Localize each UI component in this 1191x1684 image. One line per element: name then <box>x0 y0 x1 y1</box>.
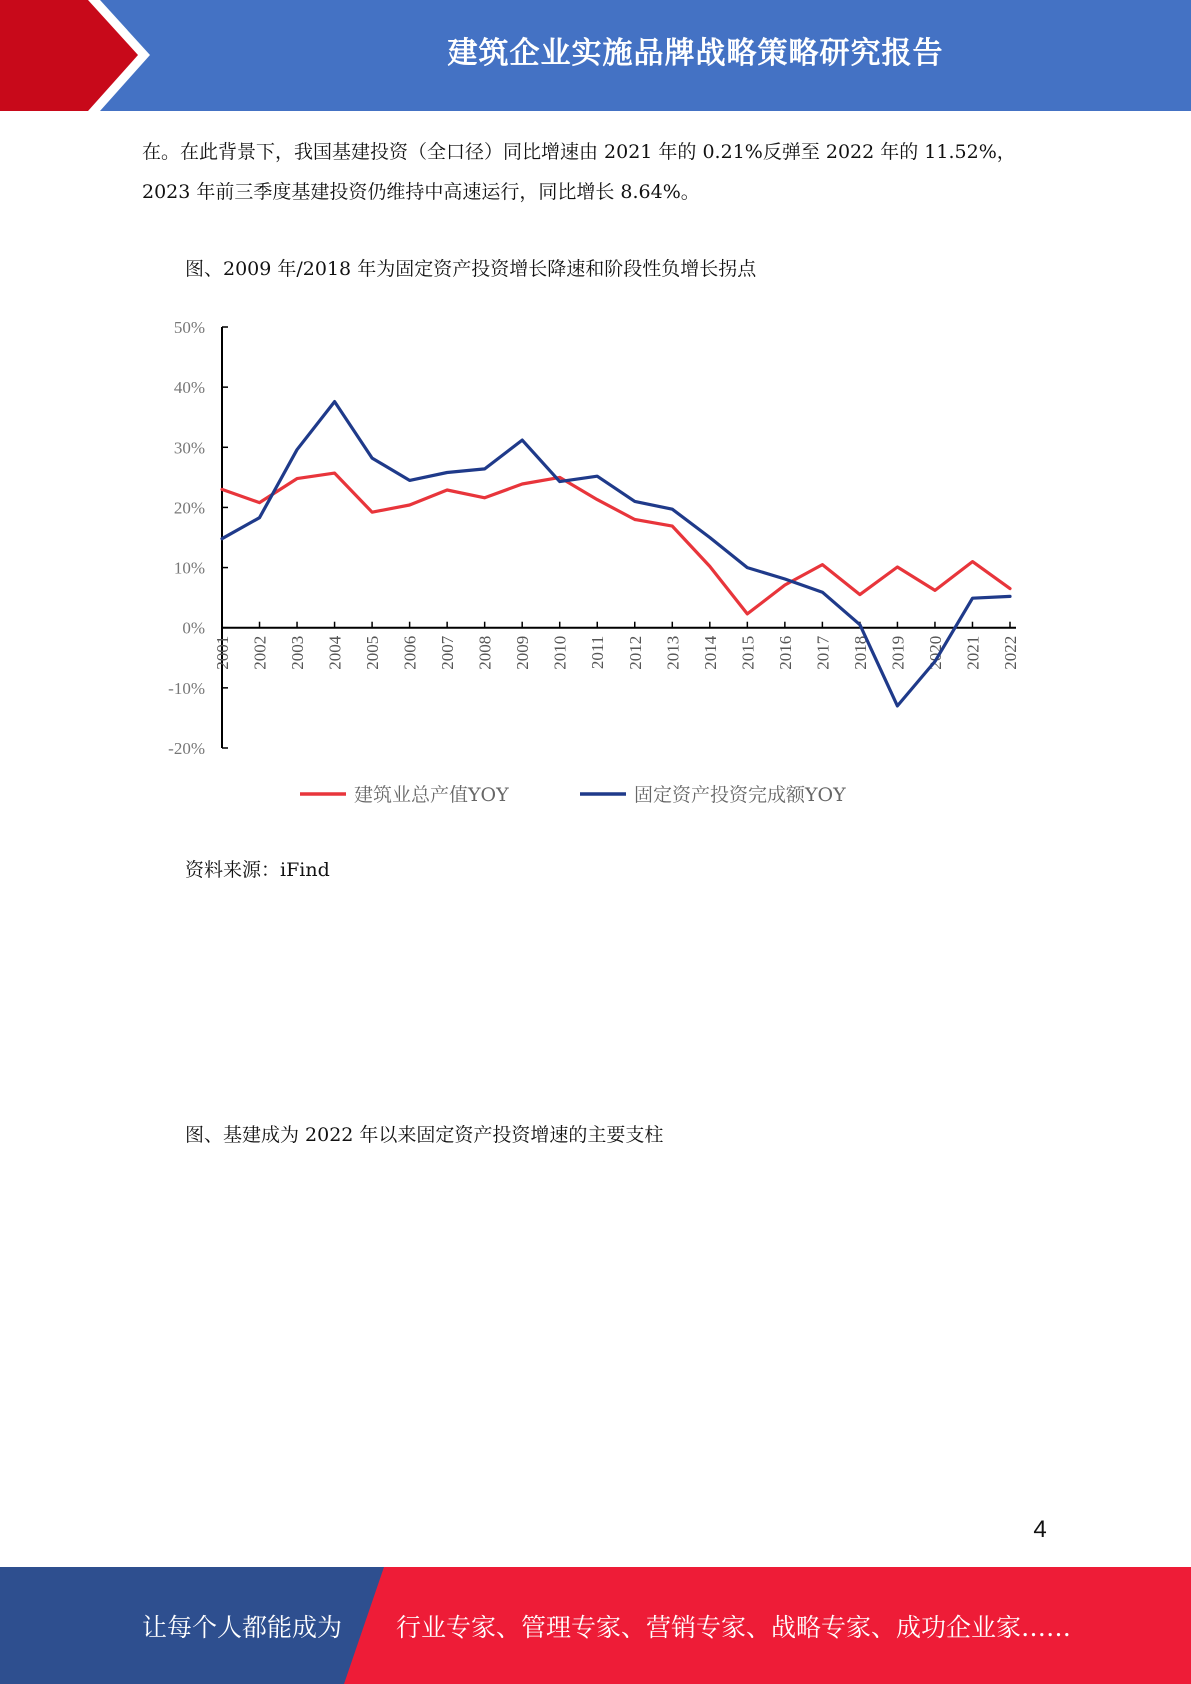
y-tick-label: -10% <box>168 678 205 698</box>
header-banner <box>0 0 1191 111</box>
x-tick-label: 2018 <box>850 635 870 670</box>
body-paragraph-line-1: 在。在此背景下，我国基建投资（全口径）同比增速由 2021 年的 0.21%反弹至 2022 年的 11.52%， <box>142 141 1016 163</box>
x-tick-label: 2015 <box>738 635 758 670</box>
x-tick-label: 2005 <box>363 635 383 670</box>
growth-line-chart <box>140 300 1040 820</box>
y-tick-label: -20% <box>168 739 205 758</box>
x-tick-label: 2002 <box>250 635 270 670</box>
source-note: 资料来源：iFind <box>185 859 330 881</box>
legend-label-2: 固定资产投资完成额YOY <box>634 784 846 806</box>
x-tick-label: 2009 <box>513 635 533 670</box>
x-tick-label: 2010 <box>550 635 570 670</box>
x-tick-label: 2008 <box>475 635 495 670</box>
header-arrow-decoration <box>0 0 160 111</box>
y-tick-label: 10% <box>173 558 205 578</box>
footer-slogan-left: 让每个人都能成为 <box>142 1612 343 1642</box>
y-tick-label: 40% <box>173 378 205 398</box>
x-tick-label: 2011 <box>588 635 608 670</box>
figure-1-caption: 图、2009 年/2018 年为固定资产投资增长降速和阶段性负增长拐点 <box>185 258 757 280</box>
y-tick-label: 50% <box>173 318 205 337</box>
x-tick-label: 2004 <box>325 635 345 670</box>
body-paragraph-line-2: 2023 年前三季度基建投资仍维持中高速运行，同比增长 8.64%。 <box>142 181 700 203</box>
x-tick-label: 2003 <box>288 635 308 670</box>
footer-banner <box>0 1567 1191 1684</box>
x-tick-label: 2006 <box>400 635 420 670</box>
legend-label-1: 建筑业总产值YOY <box>354 784 509 806</box>
series-line-1 <box>222 473 1010 614</box>
y-tick-label: 20% <box>173 498 205 518</box>
report-title: 建筑企业实施品牌战略策略研究报告 <box>447 36 944 71</box>
x-tick-label: 2007 <box>438 635 458 670</box>
x-tick-label: 2017 <box>813 635 833 670</box>
footer-slogan-right: 行业专家、管理专家、营销专家、战略专家、成功企业家…… <box>396 1612 1072 1642</box>
y-tick-label: 30% <box>173 438 205 458</box>
page-number: 4 <box>1033 1516 1047 1543</box>
x-tick-label: 2016 <box>775 635 795 670</box>
figure-2-caption: 图、基建成为 2022 年以来固定资产投资增速的主要支柱 <box>185 1124 664 1146</box>
x-tick-label: 2021 <box>963 635 983 670</box>
x-tick-label: 2013 <box>663 635 683 670</box>
x-tick-label: 2019 <box>888 635 908 670</box>
x-tick-label: 2014 <box>700 635 720 670</box>
x-tick-label: 2020 <box>925 635 945 670</box>
x-tick-label: 2001 <box>213 635 232 670</box>
y-tick-label: 0% <box>182 618 205 638</box>
x-tick-label: 2012 <box>625 635 645 670</box>
x-tick-label: 2022 <box>1001 635 1020 670</box>
